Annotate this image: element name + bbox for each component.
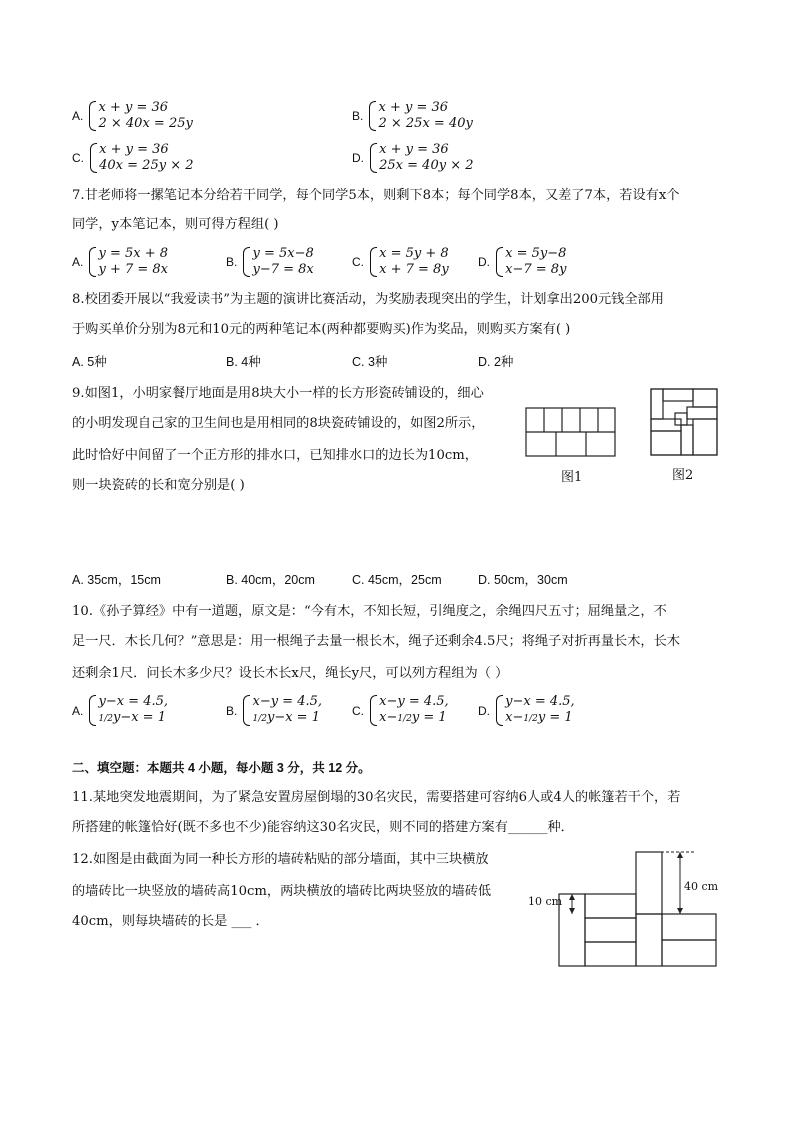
q7-option-c[interactable]: [352, 246, 449, 278]
equation-system: y = 5x + 8 y + 7 = 8x: [89, 246, 168, 278]
q11-text-line1: 11.某地突发地震期间，为了紧急安置房屋倒塌的30名灾民，需要搭建可容纳6人或4人的帐篷若干个，若: [72, 790, 681, 805]
option-label: B.: [226, 255, 238, 269]
q12-text-line3: 40cm，则每块墙砖的长是 ___ ．: [72, 914, 269, 929]
q9-option-a[interactable]: A. 35cm，15cm: [72, 573, 161, 587]
q12-label-40cm: 40 cm: [684, 880, 719, 893]
option-label: A.: [72, 255, 84, 269]
q9-figure1-caption: 图1: [561, 470, 583, 485]
q9-text-line1: 9.如图1，小明家餐厅地面是用8块大小一样的长方形瓷砖铺设的，细心: [72, 386, 484, 401]
q7-option-d[interactable]: [478, 246, 566, 278]
q12-wall-figure: [524, 846, 724, 972]
q9-figure1: [524, 404, 618, 458]
option-label: D.: [352, 151, 364, 165]
option-label: B.: [226, 703, 238, 718]
q10-option-c[interactable]: [352, 694, 449, 727]
equation-system: y−x = 4.5, 1/2y−x = 1: [89, 694, 168, 727]
equation-system: x + y = 36 2 × 40x = 25y: [89, 100, 192, 132]
equation-system: x−y = 4.5, 1/2y−x = 1: [243, 694, 322, 727]
q12-label-10cm: 10 cm: [528, 895, 563, 908]
q8-text-line1: 8.校团委开展以“我爱读书”为主题的演讲比赛活动，为奖励表现突出的学生，计划拿出200元钱全部用: [72, 292, 664, 307]
q10-option-b[interactable]: [226, 694, 322, 727]
option-label: C.: [72, 151, 84, 165]
q9-text-line2: 的小明发现自己家的卫生间也是用相同的8块瓷砖铺设的，如图2所示，: [72, 416, 485, 431]
q9-option-c[interactable]: C. 45cm，25cm: [352, 573, 442, 587]
option-label: C.: [352, 255, 364, 269]
equation-system: y = 5x−8 y−7 = 8x: [243, 246, 313, 278]
equation-system: x−y = 4.5, x−1/2y = 1: [370, 694, 449, 727]
option-label: C.: [352, 703, 364, 718]
q8-text-line2: 于购买单价分别为8元和10元的两种笔记本(两种都要购买)作为奖品，则购买方案有( ): [72, 322, 571, 337]
q8-option-a[interactable]: A. 5种: [72, 355, 107, 369]
option-label: A.: [72, 703, 84, 718]
q11-text-line2: 所搭建的帐篷恰好(既不多也不少)能容纳这30名灾民，则不同的搭建方案有______种．: [72, 820, 574, 835]
q12-text-line2: 的墙砖比一块竖放的墙砖高10cm，两块横放的墙砖比两块竖放的墙砖低: [72, 884, 492, 899]
option-label: A.: [72, 109, 84, 123]
q7-text-line1: 7.甘老师将一摞笔记本分给若干同学，每个同学5本，则剩下8本；每个同学8本，又差了7本，若设有x个: [72, 188, 680, 203]
section-2-heading: 二、填空题：本题共 4 小题，每小题 3 分，共 12 分。: [72, 761, 371, 775]
q12-text-line1: 12.如图是由截面为同一种长方形的墙砖粘贴的部分墙面，其中三块横放: [72, 852, 489, 867]
q10-option-a[interactable]: [72, 694, 168, 727]
equation-system: x = 5y−8 x−7 = 8y: [496, 246, 566, 278]
q10-text-line1: 10.《孙子算经》中有一道题，原文是：“今有木，不知长短，引绳度之，余绳四尺五寸；屈绳量之，不: [72, 604, 667, 619]
q7-text-line2: 同学，y本笔记本，则可得方程组( ): [72, 217, 279, 232]
option-label: D.: [478, 703, 490, 718]
q8-option-c[interactable]: C. 3种: [352, 355, 388, 369]
equation-system: x = 5y + 8 x + 7 = 8y: [370, 246, 449, 278]
q10-option-d[interactable]: [478, 694, 575, 727]
q6-option-d[interactable]: [352, 142, 474, 174]
equation-system: y−x = 4.5, x−1/2y = 1: [496, 694, 575, 727]
q6-option-c[interactable]: [72, 142, 194, 174]
equation-system: x + y = 36 2 × 25x = 40y: [369, 100, 472, 132]
q9-text-line3: 此时恰好中间留了一个正方形的排水口，已知排水口的边长为10cm，: [72, 448, 478, 463]
equation-system: x + y = 36 25x = 40y × 2: [370, 142, 473, 174]
q9-figure2: [648, 386, 720, 458]
q6-option-b[interactable]: [352, 100, 473, 132]
q7-option-b[interactable]: [226, 246, 314, 278]
q7-option-a[interactable]: [72, 246, 168, 278]
q10-text-line3: 还剩余1尺．问长木多少尺？设长木长x尺，绳长y尺，可以列方程组为（ ）: [72, 666, 509, 681]
q8-option-d[interactable]: D. 2种: [478, 355, 514, 369]
q9-option-d[interactable]: D. 50cm，30cm: [478, 573, 568, 587]
q9-text-line4: 则一块瓷砖的长和宽分别是( ): [72, 478, 245, 493]
option-label: B.: [352, 109, 364, 123]
equation-system: x + y = 36 40x = 25y × 2: [90, 142, 193, 174]
q10-text-line2: 足一尺．木长几何？”意思是：用一根绳子去量一根长木，绳子还剩余4.5尺；将绳子对折再量长木，长木: [72, 634, 680, 649]
q9-option-b[interactable]: B. 40cm，20cm: [226, 573, 315, 587]
q9-figure2-caption: 图2: [672, 468, 694, 483]
q8-option-b[interactable]: B. 4种: [226, 355, 261, 369]
q6-option-a[interactable]: [72, 100, 193, 132]
option-label: D.: [478, 255, 490, 269]
